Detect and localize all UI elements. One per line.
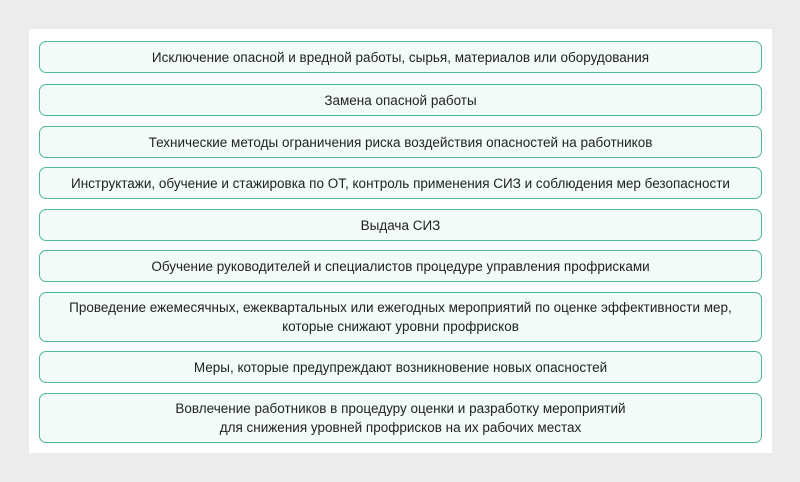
step-box-6: Обучение руководителей и специалистов процедуре управления профрисками: [39, 250, 762, 282]
step-box-2: Замена опасной работы: [39, 84, 762, 116]
step-box-3: Технические методы ограничения риска воздействия опасностей на работников: [39, 126, 762, 158]
step-box-7: Проведение ежемесячных, ежеквартальных или ежегодных мероприятий по оценке эффективности мер, которые снижают уровни профрисков: [39, 292, 762, 342]
step-box-5: Выдача СИЗ: [39, 209, 762, 241]
step-box-4: Инструктажи, обучение и стажировка по ОТ, контроль применения СИЗ и соблюдения мер безопасности: [39, 167, 762, 199]
step-box-9: Вовлечение работников в процедуру оценки и разработку мероприятий для снижения уровней профрисков на их рабочих местах: [39, 393, 762, 443]
diagram-card: [29, 29, 772, 453]
step-box-1: Исключение опасной и вредной работы, сырья, материалов или оборудования: [39, 41, 762, 73]
step-box-8: Меры, которые предупреждают возникновение новых опасностей: [39, 351, 762, 383]
